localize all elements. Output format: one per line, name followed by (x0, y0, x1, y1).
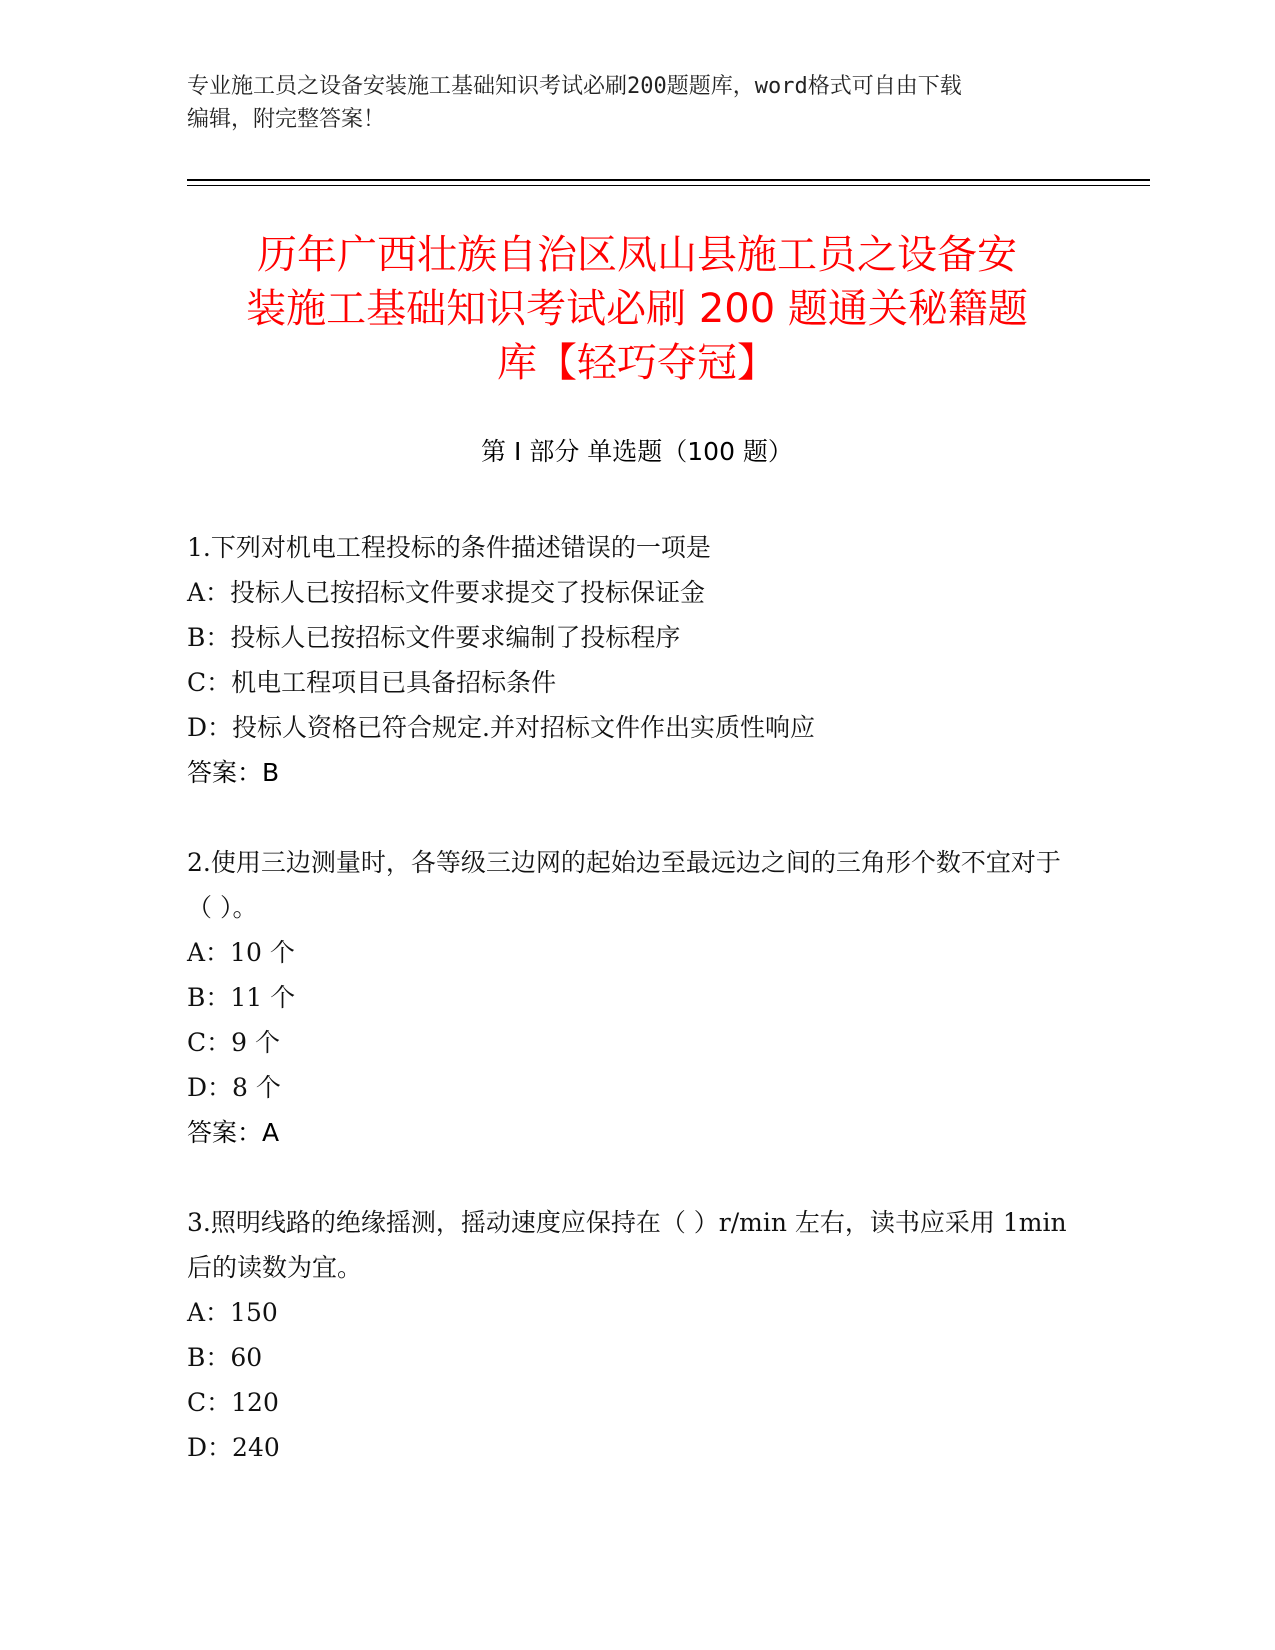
document-header (187, 70, 1087, 136)
option-c: C：机电工程项目已具备招标条件 (187, 668, 557, 697)
header-line-1: 专业施工员之设备安装施工基础知识考试必刷200题题库，word格式可自由下载 (187, 74, 962, 99)
answer-text: 答案：A (187, 1118, 280, 1147)
option-b: B：投标人已按招标文件要求编制了投标程序 (187, 623, 681, 652)
title-line-2: 装施工基础知识考试必刷 200 题通关秘籍题 (246, 286, 1028, 332)
question-item (187, 525, 1067, 795)
option-c: C：120 (187, 1388, 279, 1417)
option-b: B：60 (187, 1343, 263, 1372)
option-d: D：240 (187, 1433, 280, 1462)
option-d: D：8 个 (187, 1073, 281, 1102)
option-a: A：150 (187, 1298, 278, 1327)
question-item (187, 840, 1067, 1155)
header-line-2: 编辑，附完整答案！ (187, 107, 386, 132)
section-title: 第 I 部分 单选题（100 题） (481, 437, 793, 466)
title-line-1: 历年广西壮族自治区凤山县施工员之设备安 (257, 232, 1017, 278)
question-text: 2.使用三边测量时，各等级三边网的起始边至最远边之间的三角形个数不宜对于（ ）。 (187, 848, 1061, 922)
question-list (187, 525, 1067, 1515)
title-line-3: 库【轻巧夺冠】 (497, 340, 777, 386)
option-b: B：11 个 (187, 983, 296, 1012)
header-divider-thick (187, 179, 1150, 181)
header-divider-thin (187, 185, 1150, 186)
option-a: A：投标人已按招标文件要求提交了投标保证金 (187, 578, 706, 607)
option-a: A：10 个 (187, 938, 295, 967)
option-c: C：9 个 (187, 1028, 280, 1057)
question-text: 3.照明线路的绝缘摇测，摇动速度应保持在（ ）r/min 左右，读书应采用 1min 后的读数为宜。 (187, 1208, 1067, 1282)
document-title (187, 228, 1087, 390)
answer-text: 答案：B (187, 758, 280, 787)
option-d: D：投标人资格已符合规定.并对招标文件作出实质性响应 (187, 713, 815, 742)
question-item (187, 1200, 1067, 1470)
question-text: 1.下列对机电工程投标的条件描述错误的一项是 (187, 533, 711, 562)
